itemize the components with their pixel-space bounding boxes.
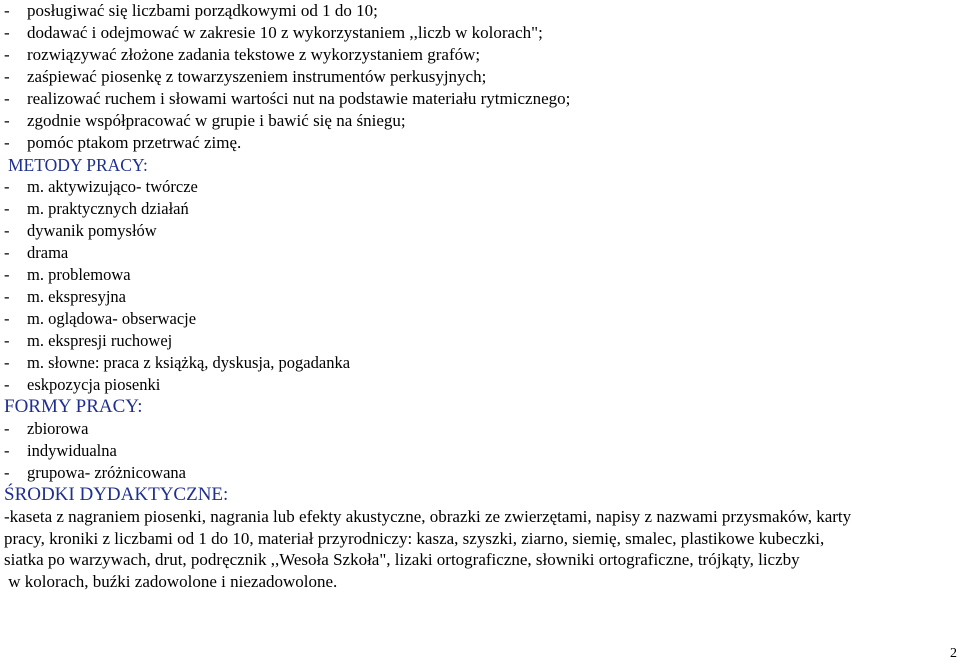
- list-item: - drama: [4, 243, 69, 262]
- paragraph-line: -kaseta z nagraniem piosenki, nagrania lub efekty akustyczne, obrazki ze zwierzętami, napisy z nazwami przysmaków, karty: [4, 507, 852, 526]
- paragraph-line: w kolorach, buźki zadowolone i niezadowolone.: [4, 571, 338, 591]
- list-item: - posługiwać się liczbami porządkowymi od 1 do 10;: [4, 1, 378, 20]
- list-item: - m. problemowa: [4, 265, 131, 284]
- forms-heading: FORMY PRACY:: [4, 396, 143, 417]
- list-item: - zgodnie współpracować w grupie i bawić się na śniegu;: [4, 111, 406, 130]
- list-item: - rozwiązywać złożone zadania tekstowe z wykorzystaniem grafów;: [4, 45, 481, 64]
- list-item: - grupowa- zróżnicowana: [4, 463, 186, 482]
- list-item: - indywidualna: [4, 441, 117, 460]
- list-item: - eskpozycja piosenki: [4, 375, 161, 394]
- forms-list: [4, 418, 956, 484]
- teaching-aids-paragraph: [4, 506, 956, 592]
- list-item: - m. praktycznych działań: [4, 199, 189, 218]
- paragraph-line: siatka po warzywach, drut, podręcznik ,,Wesoła Szkoła", lizaki ortograficzne, słowniki ortograficzne, trójkąty, liczby: [4, 550, 800, 569]
- teaching-aids-heading: ŚRODKI DYDAKTYCZNE:: [4, 484, 229, 505]
- list-item: - zbiorowa: [4, 419, 89, 438]
- methods-heading: METODY PRACY:: [8, 155, 148, 175]
- list-item: - m. aktywizująco- twórcze: [4, 177, 198, 196]
- list-item: - realizować ruchem i słowami wartości nut na podstawie materiału rytmicznego;: [4, 89, 571, 108]
- list-item: - pomóc ptakom przetrwać zimę.: [4, 133, 242, 152]
- list-item: - m. ekspresji ruchowej: [4, 331, 173, 350]
- list-item: - m. ekspresyjna: [4, 287, 126, 306]
- list-item: - dodawać i odejmować w zakresie 10 z wykorzystaniem ,,liczb w kolorach";: [4, 23, 543, 42]
- document-page: [4, 0, 956, 592]
- list-item: - m. słowne: praca z książką, dyskusja, pogadanka: [4, 353, 351, 372]
- list-item: - dywanik pomysłów: [4, 221, 157, 240]
- list-item: - m. oglądowa- obserwacje: [4, 309, 197, 328]
- objectives-list: [4, 0, 956, 154]
- paragraph-line: pracy, kroniki z liczbami od 1 do 10, materiał przyrodniczy: kasza, szyszki, ziarno, siemię, smalec, plastikowe kubeczki,: [4, 528, 825, 548]
- page-number: 2: [950, 646, 957, 661]
- methods-list: [4, 176, 956, 396]
- list-item: - zaśpiewać piosenkę z towarzyszeniem instrumentów perkusyjnych;: [4, 67, 487, 86]
